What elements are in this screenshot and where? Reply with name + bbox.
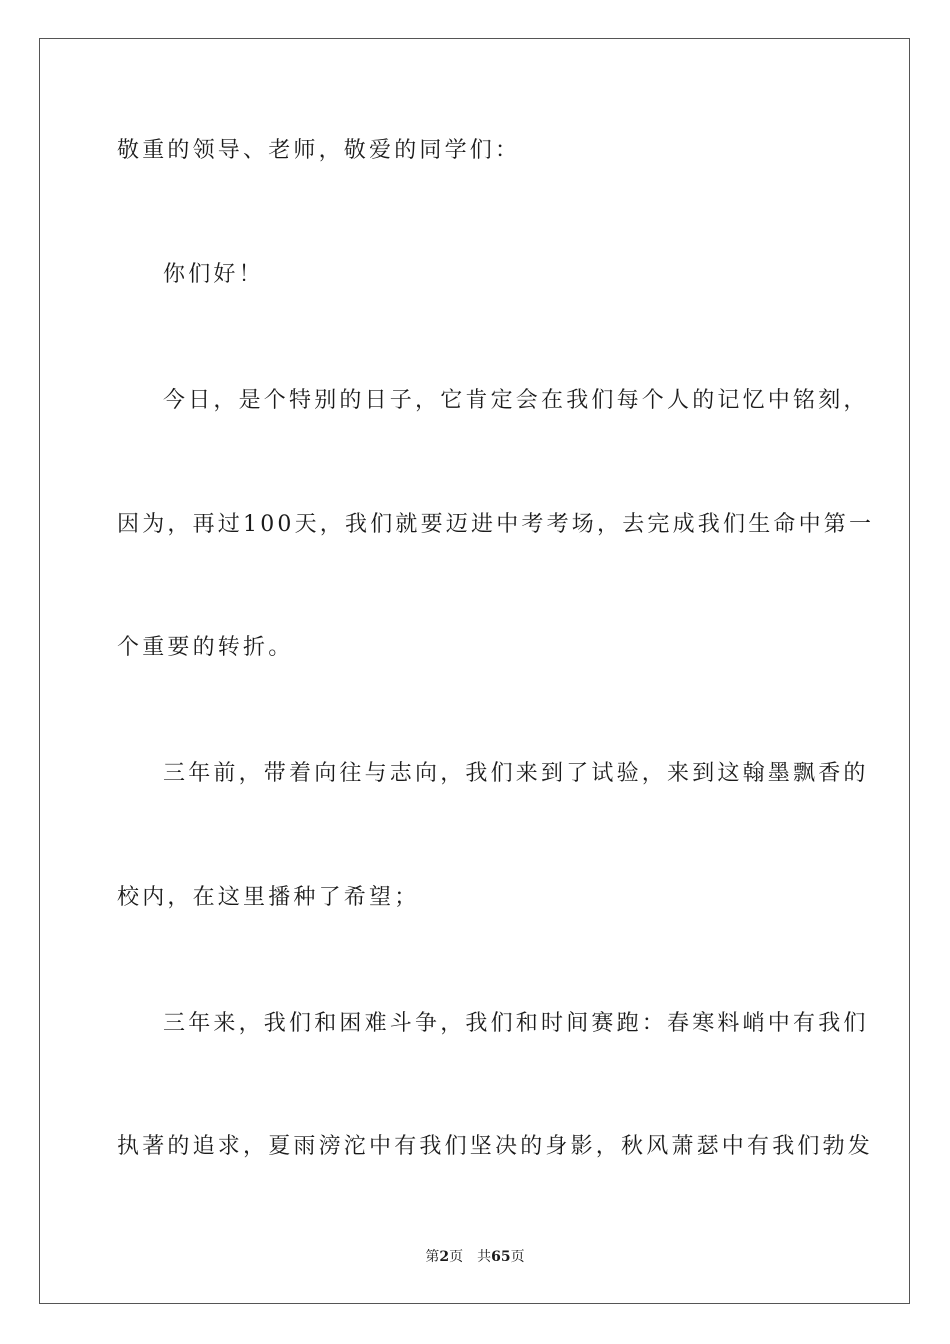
salutation-line: 敬重的领导、老师，敬爱的同学们：	[117, 138, 521, 163]
paragraph-1-line-2: 因为，再过100天，我们就要迈进中考考场，去完成我们生命中第一	[117, 512, 875, 537]
greeting-line: 你们好！	[163, 262, 264, 287]
paragraph-1-line-3: 个重要的转折。	[117, 635, 294, 660]
page-frame	[39, 38, 910, 1304]
total-prefix: 共	[477, 1249, 492, 1265]
paragraph-3-line-2: 执著的追求，夏雨滂沱中有我们坚决的身影，秋风萧瑟中有我们勃发	[117, 1134, 874, 1159]
total-pages: 65	[491, 1249, 511, 1265]
page-footer	[0, 1248, 950, 1266]
total-suffix: 页	[510, 1249, 525, 1265]
page-prefix: 第	[425, 1249, 440, 1265]
paragraph-2-line-1: 三年前，带着向往与志向，我们来到了试验，来到这翰墨飘香的	[163, 761, 869, 786]
paragraph-3-line-1: 三年来，我们和困难斗争，我们和时间赛跑：春寒料峭中有我们	[163, 1011, 869, 1036]
page-number: 2	[439, 1249, 450, 1265]
paragraph-1-line-1: 今日，是个特别的日子，它肯定会在我们每个人的记忆中铭刻，	[163, 388, 869, 413]
paragraph-2-line-2: 校内，在这里播种了希望；	[117, 885, 420, 910]
page-suffix: 页	[449, 1249, 464, 1265]
